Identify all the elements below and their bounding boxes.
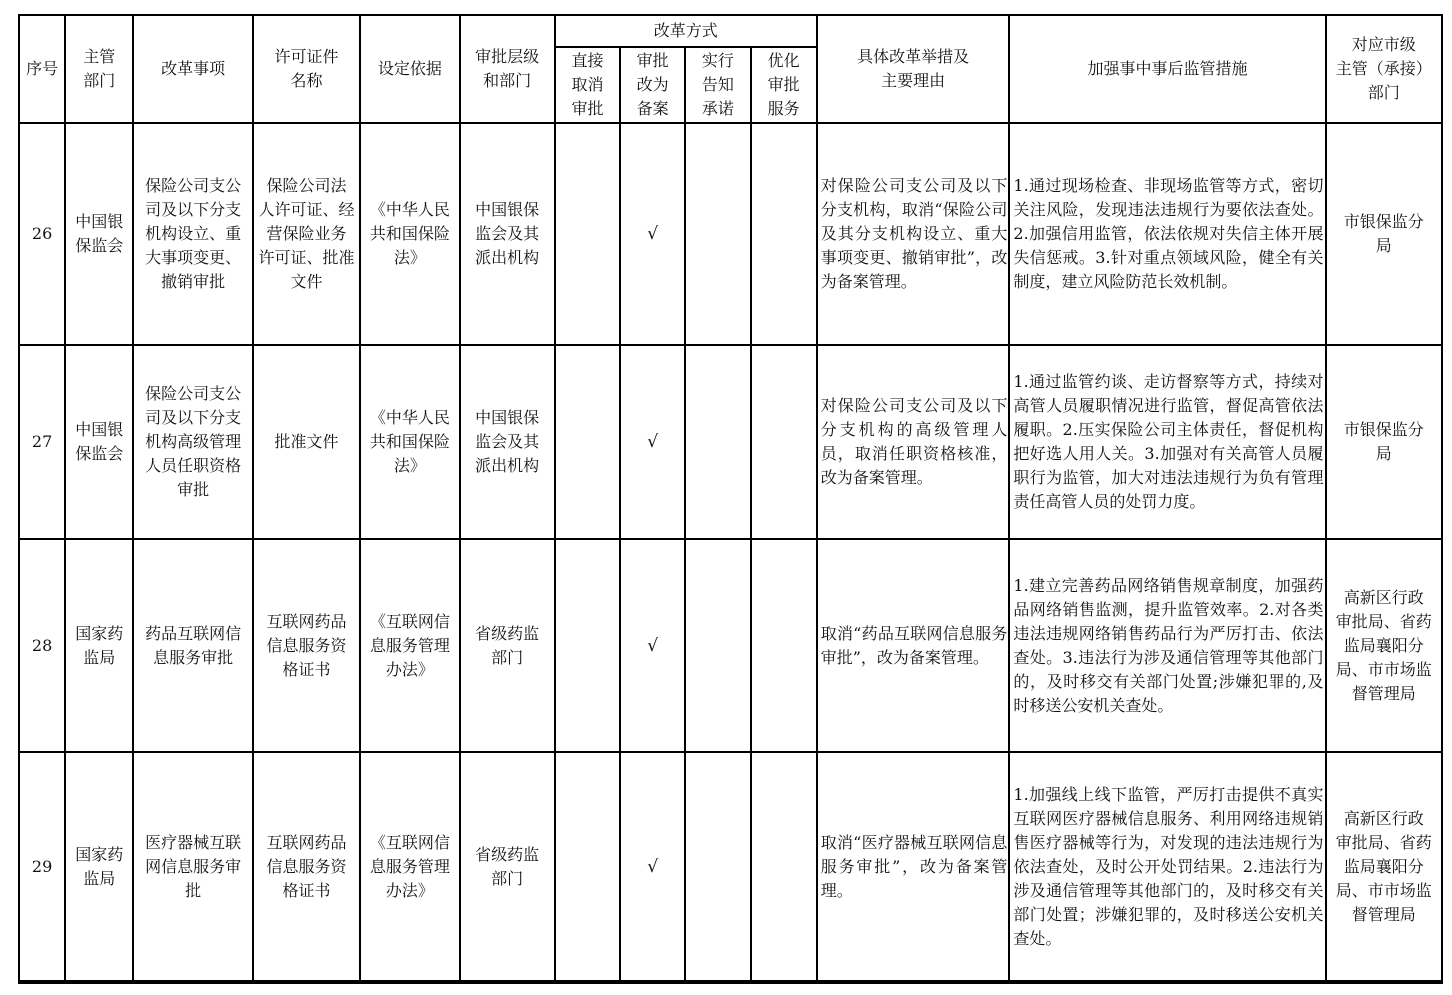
header-measures: 具体改革举措及 主要理由 xyxy=(817,15,1010,123)
cell-city-dept: 高新区行政 审批局、省药 监局襄阳分 局、市市场监 督管理局 xyxy=(1326,539,1443,752)
header-method-cancel: 直接 取消 审批 xyxy=(555,47,620,123)
cell-license: 保险公司法 人许可证、经 营保险业务 许可证、批准 文件 xyxy=(253,123,360,345)
cell-measures: 取消“医疗器械互联网信息服务审批”，改为备案管理。 xyxy=(817,752,1010,981)
cell-method-filing: √ xyxy=(620,539,685,752)
cell-method-filing: √ xyxy=(620,345,685,539)
header-city-dept: 对应市级 主管（承接） 部门 xyxy=(1326,15,1443,123)
table-row xyxy=(19,123,1442,345)
cell-method-notify xyxy=(685,752,750,981)
cell-measures: 对保险公司支公司及以下分支机构，取消“保险公司及其分支机构设立、重大事项变更、撤销审批”，改为备案管理。 xyxy=(817,123,1010,345)
cell-seq: 29 xyxy=(19,752,65,981)
cell-level: 省级药监 部门 xyxy=(460,752,555,981)
cell-method-notify xyxy=(685,539,750,752)
cell-seq: 26 xyxy=(19,123,65,345)
cell-city-dept: 市银保监分 局 xyxy=(1326,123,1443,345)
cell-method-cancel xyxy=(555,123,620,345)
page-bottom-rule xyxy=(18,982,1443,984)
header-basis: 设定依据 xyxy=(360,15,459,123)
cell-method-cancel xyxy=(555,345,620,539)
header-method-optimize: 优化 审批 服务 xyxy=(751,47,817,123)
cell-dept: 国家药 监局 xyxy=(65,752,133,981)
header-method-group: 改革方式 xyxy=(555,15,817,47)
cell-dept: 中国银 保监会 xyxy=(65,123,133,345)
reform-table xyxy=(18,14,1443,982)
cell-license: 互联网药品 信息服务资 格证书 xyxy=(253,752,360,981)
table-row xyxy=(19,752,1442,981)
header-dept: 主管 部门 xyxy=(65,15,133,123)
cell-license: 互联网药品 信息服务资 格证书 xyxy=(253,539,360,752)
cell-method-filing: √ xyxy=(620,123,685,345)
cell-measures: 取消“药品互联网信息服务审批”，改为备案管理。 xyxy=(817,539,1010,752)
cell-seq: 27 xyxy=(19,345,65,539)
cell-method-optimize xyxy=(751,123,817,345)
cell-supervision: 1.建立完善药品网络销售规章制度，加强药品网络销售监测，提升监管效率。2.对各类违法违规网络销售药品行为严厉打击、依法查处。3.违法行为涉及通信管理等其他部门的，及时移交有关部门处置;涉嫌犯罪的,及时移送公安机关查处。 xyxy=(1009,539,1325,752)
cell-item: 医疗器械互联 网信息服务审 批 xyxy=(133,752,252,981)
table-row xyxy=(19,345,1442,539)
cell-method-filing: √ xyxy=(620,752,685,981)
cell-basis: 《互联网信 息服务管理 办法》 xyxy=(360,752,459,981)
cell-basis: 《中华人民 共和国保险 法》 xyxy=(360,123,459,345)
cell-method-optimize xyxy=(751,539,817,752)
cell-method-notify xyxy=(685,345,750,539)
header-seq: 序号 xyxy=(19,15,65,123)
cell-item: 保险公司支公 司及以下分支 机构高级管理 人员任职资格 审批 xyxy=(133,345,252,539)
cell-method-optimize xyxy=(751,345,817,539)
cell-city-dept: 市银保监分 局 xyxy=(1326,345,1443,539)
cell-dept: 中国银 保监会 xyxy=(65,345,133,539)
cell-seq: 28 xyxy=(19,539,65,752)
cell-basis: 《互联网信 息服务管理 办法》 xyxy=(360,539,459,752)
cell-supervision: 1.通过现场检查、非现场监管等方式，密切关注风险，发现违法违规行为要依法查处。2.加强信用监管，依法依规对失信主体开展失信惩戒。3.针对重点领域风险，健全有关制度，建立风险防范长效机制。 xyxy=(1009,123,1325,345)
cell-method-optimize xyxy=(751,752,817,981)
cell-level: 中国银保 监会及其 派出机构 xyxy=(460,345,555,539)
cell-dept: 国家药 监局 xyxy=(65,539,133,752)
cell-level: 中国银保 监会及其 派出机构 xyxy=(460,123,555,345)
cell-city-dept: 高新区行政 审批局、省药 监局襄阳分 局、市市场监 督管理局 xyxy=(1326,752,1443,981)
cell-method-cancel xyxy=(555,752,620,981)
cell-license: 批准文件 xyxy=(253,345,360,539)
cell-measures: 对保险公司支公司及以下分支机构的高级管理人员，取消任职资格核准，改为备案管理。 xyxy=(817,345,1010,539)
cell-level: 省级药监 部门 xyxy=(460,539,555,752)
header-method-notify: 实行 告知 承诺 xyxy=(685,47,750,123)
header-license: 许可证件 名称 xyxy=(253,15,360,123)
cell-supervision: 1.通过监管约谈、走访督察等方式，持续对高管人员履职情况进行监管，督促高管依法履职。2.压实保险公司主体责任，督促机构把好选人用人关。3.加强对有关高管人员履职行为监管，加大对违法违规行为负有管理责任高管人员的处罚力度。 xyxy=(1009,345,1325,539)
cell-item: 保险公司支公 司及以下分支 机构设立、重 大事项变更、 撤销审批 xyxy=(133,123,252,345)
cell-method-cancel xyxy=(555,539,620,752)
header-level: 审批层级 和部门 xyxy=(460,15,555,123)
header-supervision: 加强事中事后监管措施 xyxy=(1009,15,1325,123)
cell-method-notify xyxy=(685,123,750,345)
cell-item: 药品互联网信 息服务审批 xyxy=(133,539,252,752)
table-row xyxy=(19,539,1442,752)
cell-basis: 《中华人民 共和国保险 法》 xyxy=(360,345,459,539)
cell-supervision: 1.加强线上线下监管，严厉打击提供不真实互联网医疗器械信息服务、利用网络违规销售医疗器械等行为，对发现的违法违规行为依法查处，及时公开处罚结果。2.违法行为涉及通信管理等其他部门的，及时移交有关部门处置；涉嫌犯罪的，及时移送公安机关查处。 xyxy=(1009,752,1325,981)
header-item: 改革事项 xyxy=(133,15,252,123)
header-method-filing: 审批 改为 备案 xyxy=(620,47,685,123)
